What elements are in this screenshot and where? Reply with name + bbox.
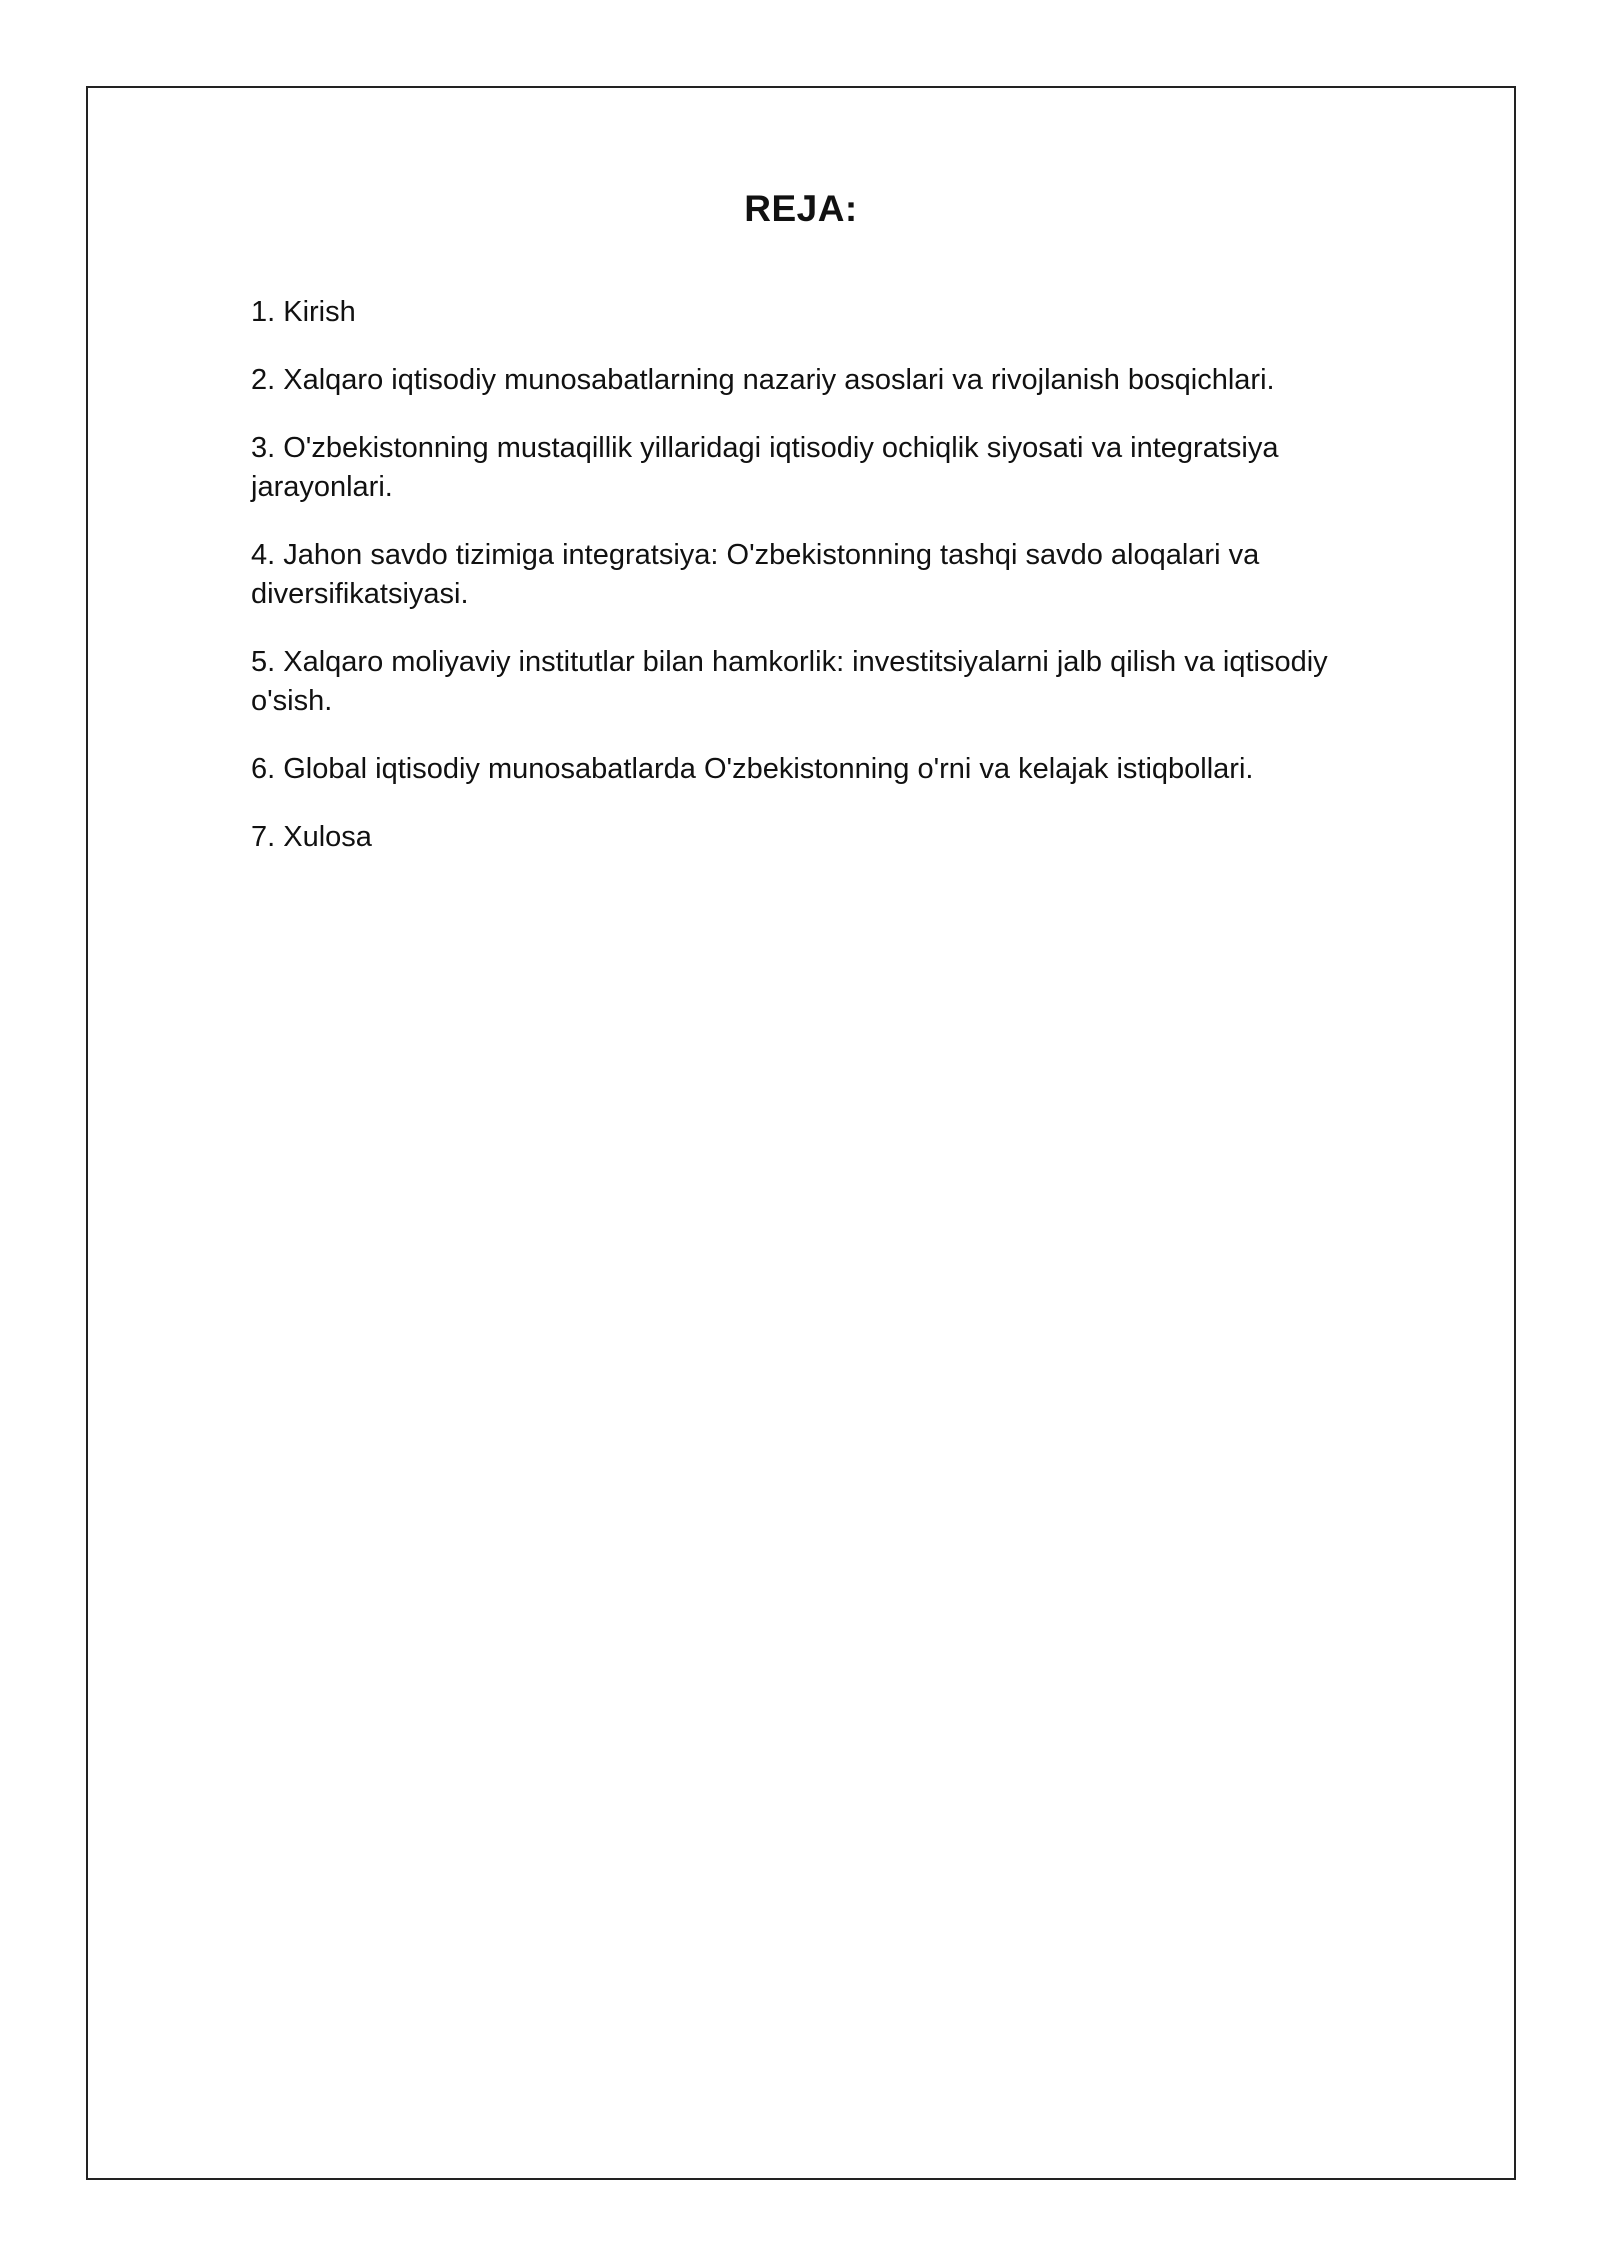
page-frame xyxy=(86,86,1516,2180)
page-title: REJA: xyxy=(744,188,858,229)
plan-item-4: 4. Jahon savdo tizimiga integratsiya: O'zbekistonning tashqi savdo aloqalari va diversifikatsiyasi. xyxy=(251,539,1260,610)
plan-item-1: 1. Kirish xyxy=(251,296,356,328)
plan-item-2: 2. Xalqaro iqtisodiy munosabatlarning nazariy asoslari va rivojlanish bosqichlari. xyxy=(251,364,1275,396)
plan-item-6: 6. Global iqtisodiy munosabatlarda O'zbekistonning o'rni va kelajak istiqbollari. xyxy=(251,753,1254,785)
plan-list xyxy=(251,293,1411,886)
plan-item-3: 3. O'zbekistonning mustaqillik yillaridagi iqtisodiy ochiqlik siyosati va integratsiya jarayonlari. xyxy=(251,432,1279,503)
plan-item-5: 5. Xalqaro moliyaviy institutlar bilan hamkorlik: investitsiyalarni jalb qilish va iqtisodiy o'sish. xyxy=(251,646,1328,717)
plan-item-7: 7. Xulosa xyxy=(251,821,372,853)
